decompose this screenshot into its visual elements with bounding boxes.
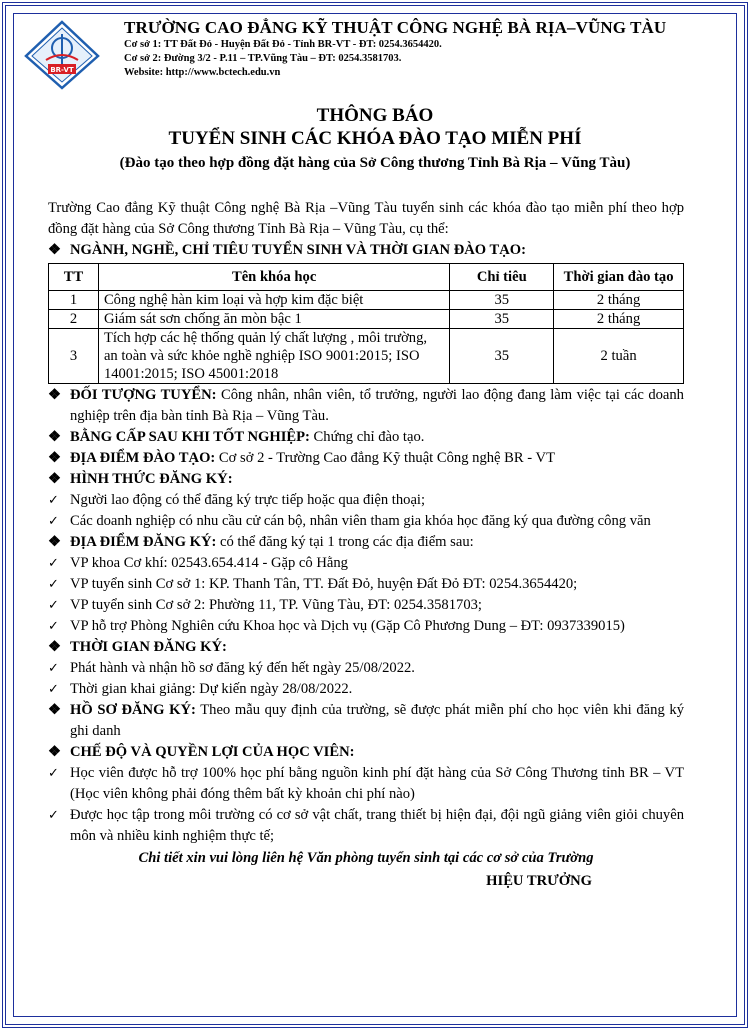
diamond-bullet-icon: ❖ bbox=[48, 534, 62, 550]
campus1-address: Cơ sở 1: TT Đất Đỏ - Huyện Đất Đỏ - Tỉnh BR-VT - ĐT: 0254.3654420. bbox=[124, 39, 442, 50]
section-text: Chứng chỉ đào tạo. bbox=[309, 429, 425, 445]
table-cell: 35 bbox=[450, 310, 554, 329]
section-docs bbox=[48, 700, 684, 742]
section-title: THỜI GIAN ĐĂNG KÝ: bbox=[70, 639, 227, 655]
check-icon: ✓ bbox=[48, 493, 59, 508]
table-cell: 3 bbox=[49, 329, 99, 384]
list-item-text: Học viên được hỗ trợ 100% học phí bằng nguồn kinh phí đặt hàng của Sở Công Thương tỉnh BR – VT (Học viên không phải đóng thêm bất kỳ khoản chi phí nào) bbox=[70, 765, 684, 802]
table-cell: Công nghệ hàn kim loại và hợp kim đặc biệt bbox=[98, 291, 449, 310]
intro-paragraph: Trường Cao đẳng Kỹ thuật Công nghệ Bà Rịa –Vũng Tàu tuyển sinh các khóa đào tạo miễn phí theo hợp đồng đặt hàng của Sở Công thương Tỉnh Bà Rịa – Vũng Tàu, cụ thể: bbox=[48, 200, 684, 237]
table-header-row bbox=[49, 264, 684, 291]
notice-body bbox=[48, 198, 684, 892]
check-icon: ✓ bbox=[48, 556, 59, 571]
table-cell: 2 bbox=[49, 310, 99, 329]
table-header: Tên khóa học bbox=[98, 264, 449, 291]
diamond-bullet-icon: ❖ bbox=[48, 471, 62, 487]
list-item bbox=[48, 616, 684, 637]
section-label: ĐỐI TƯỢNG TUYỂN: bbox=[70, 387, 217, 403]
section-text: Theo mẫu quy định của trường, sẽ được phát miễn phí cho học viên khi đăng ký ghi danh bbox=[70, 702, 684, 739]
diamond-bullet-icon: ❖ bbox=[48, 387, 62, 403]
list-item bbox=[48, 553, 684, 574]
check-icon: ✓ bbox=[48, 514, 59, 529]
check-icon: ✓ bbox=[48, 808, 59, 823]
section-text: có thể đăng ký tại 1 trong các địa điểm sau: bbox=[216, 534, 474, 550]
list-item-text: VP tuyển sinh Cơ sở 1: KP. Thanh Tân, TT. Đất Đỏ, huyện Đất Đỏ ĐT: 0254.3654420; bbox=[70, 576, 578, 592]
list-item bbox=[48, 595, 684, 616]
list-item bbox=[48, 511, 684, 532]
section-programs bbox=[48, 240, 684, 261]
notice-subject: TUYỂN SINH CÁC KHÓA ĐÀO TẠO MIỄN PHÍ bbox=[168, 128, 582, 149]
list-item-text: Thời gian khai giảng: Dự kiến ngày 28/08/2022. bbox=[70, 681, 353, 697]
section-label: HỒ SƠ ĐĂNG KÝ: bbox=[70, 702, 196, 718]
list-item bbox=[48, 763, 684, 805]
diamond-bullet-icon: ❖ bbox=[48, 702, 62, 718]
section-text: Cơ sở 2 - Trường Cao đẳng Kỹ thuật Công nghệ BR - VT bbox=[215, 450, 555, 466]
section-title: HÌNH THỨC ĐĂNG KÝ: bbox=[70, 471, 233, 487]
table-header: TT bbox=[49, 264, 99, 291]
table-cell: Tích hợp các hệ thống quản lý chất lượng , môi trường, an toàn và sức khỏe nghề nghiệp ISO 9001:2015; ISO 14001:2015; ISO 45001:2018 bbox=[98, 329, 449, 384]
table-cell: 2 tuần bbox=[554, 329, 684, 384]
school-logo-icon bbox=[24, 20, 100, 90]
section-benefits bbox=[48, 742, 684, 763]
check-icon: ✓ bbox=[48, 619, 59, 634]
section-degree bbox=[48, 427, 684, 448]
diamond-bullet-icon: ❖ bbox=[48, 242, 62, 258]
diamond-bullet-icon: ❖ bbox=[48, 429, 62, 445]
list-item-text: VP hỗ trợ Phòng Nghiên cứu Khoa học và Dịch vụ (Gặp Cô Phương Dung – ĐT: 0937339015) bbox=[70, 618, 625, 634]
check-icon: ✓ bbox=[48, 766, 59, 781]
section-reg-place bbox=[48, 532, 684, 553]
table-row bbox=[49, 329, 684, 384]
programs-table bbox=[48, 263, 684, 384]
section-label: ĐỊA ĐIỂM ĐÀO TẠO: bbox=[70, 450, 216, 466]
list-item-text: VP tuyển sinh Cơ sở 2: Phường 11, TP. Vũng Tàu, ĐT: 0254.3581703; bbox=[70, 597, 482, 613]
list-item-text: Các doanh nghiệp có nhu cầu cử cán bộ, nhân viên tham gia khóa học đăng ký qua đường công văn bbox=[70, 513, 651, 529]
diamond-bullet-icon: ❖ bbox=[48, 639, 62, 655]
list-item-text: Phát hành và nhận hồ sơ đăng ký đến hết ngày 25/08/2022. bbox=[70, 660, 415, 676]
campus2-address: Cơ sở 2: Đường 3/2 - P.11 – TP.Vũng Tàu – ĐT: 0254.3581703. bbox=[124, 53, 402, 64]
list-item bbox=[48, 658, 684, 679]
section-target bbox=[48, 385, 684, 427]
table-header: Chỉ tiêu bbox=[450, 264, 554, 291]
section-title: NGÀNH, NGHỀ, CHỈ TIÊU TUYỂN SINH VÀ THỜI GIAN ĐÀO TẠO: bbox=[70, 242, 527, 258]
closing-note: Chi tiết xin vui lòng liên hệ Văn phòng tuyển sinh tại các cơ sở của Trường bbox=[138, 850, 594, 866]
table-cell: Giám sát sơn chống ăn mòn bậc 1 bbox=[98, 310, 449, 329]
title-block bbox=[0, 104, 750, 176]
section-title: CHẾ ĐỘ VÀ QUYỀN LỢI CỦA HỌC VIÊN: bbox=[70, 744, 355, 760]
section-location bbox=[48, 448, 684, 469]
school-name: TRƯỜNG CAO ĐẲNG KỸ THUẬT CÔNG NGHỆ BÀ RỊA–VŨNG TÀU bbox=[124, 18, 667, 37]
table-row bbox=[49, 310, 684, 329]
table-cell: 35 bbox=[450, 329, 554, 384]
list-item-text: Được học tập trong môi trường có cơ sở vật chất, trang thiết bị hiện đại, đội ngũ giảng viên giỏi chuyên môn và nhiều kinh nghiệm thực tế; bbox=[70, 807, 684, 844]
section-text: Công nhân, nhân viên, tổ trưởng, người lao động đang làm việc tại các doanh nghiệp trên địa bàn tỉnh Bà Rịa – Vũng Tàu. bbox=[70, 387, 684, 424]
diamond-bullet-icon: ❖ bbox=[48, 450, 62, 466]
list-item bbox=[48, 574, 684, 595]
signature-title: HIỆU TRƯỞNG bbox=[486, 873, 592, 889]
list-item bbox=[48, 490, 684, 511]
check-icon: ✓ bbox=[48, 598, 59, 613]
section-form bbox=[48, 469, 684, 490]
table-cell: 2 tháng bbox=[554, 310, 684, 329]
notice-title: THÔNG BÁO bbox=[316, 105, 434, 126]
list-item bbox=[48, 679, 684, 700]
website: Website: http://www.bctech.edu.vn bbox=[124, 67, 281, 78]
check-icon: ✓ bbox=[48, 661, 59, 676]
table-cell: 35 bbox=[450, 291, 554, 310]
section-label: BẰNG CẤP SAU KHI TỐT NGHIỆP: bbox=[70, 429, 310, 445]
table-row bbox=[49, 291, 684, 310]
check-icon: ✓ bbox=[48, 577, 59, 592]
list-item-text: Người lao động có thể đăng ký trực tiếp hoặc qua điện thoại; bbox=[70, 492, 426, 508]
notice-subtitle: (Đào tạo theo hợp đồng đặt hàng của Sở Công thương Tỉnh Bà Rịa – Vũng Tàu) bbox=[119, 155, 631, 171]
list-item-text: VP khoa Cơ khí: 02543.654.414 - Gặp cô Hằng bbox=[70, 555, 348, 571]
list-item bbox=[48, 805, 684, 847]
diamond-bullet-icon: ❖ bbox=[48, 744, 62, 760]
section-label: ĐỊA ĐIỂM ĐĂNG KÝ: bbox=[70, 534, 217, 550]
table-header: Thời gian đào tạo bbox=[554, 264, 684, 291]
table-cell: 1 bbox=[49, 291, 99, 310]
check-icon: ✓ bbox=[48, 682, 59, 697]
logo-text: BR-VT bbox=[50, 66, 74, 74]
table-cell: 2 tháng bbox=[554, 291, 684, 310]
letterhead bbox=[24, 18, 724, 88]
section-reg-time bbox=[48, 637, 684, 658]
